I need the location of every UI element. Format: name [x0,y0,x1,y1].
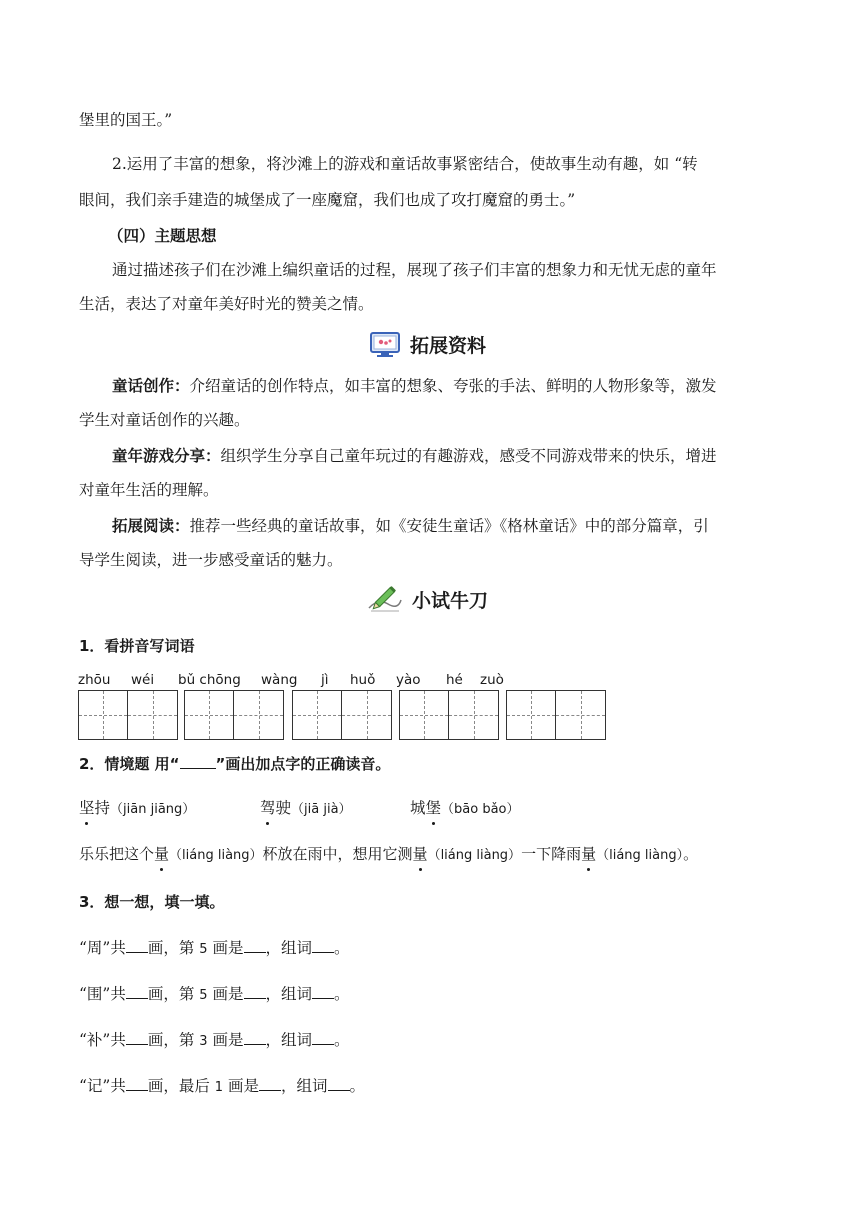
item-label: 拓展阅读： [112,516,190,535]
writing-grid-1[interactable] [78,690,178,740]
q2-word-3: 城堡（bāo bǎo） [410,796,520,822]
q2-word-2: 驾驶（jiā jià） [260,796,352,822]
q3-row-1: “周”共 画，第 5 画是 ，组词 。 [79,939,350,957]
pinyin-yao: yào [396,672,421,688]
q3-row-4: “记”共 画，最后 1 画是 ，组词 。 [79,1077,366,1095]
item-label: 童年游戏分享： [112,446,221,465]
q1-title: 1．看拼音写词语 [79,637,195,655]
grid-cell[interactable] [556,691,605,739]
pinyin-zhou: zhōu [78,672,111,688]
pinyin-wei: wéi [131,672,155,688]
grid-cell[interactable] [342,691,391,739]
extension-heading: 拓展资料 [410,335,487,357]
pinyin-huo: huǒ [350,672,376,688]
extension-item-1-line-1 [112,374,717,398]
practice-heading: 小试牛刀 [412,590,489,612]
point-2-line-2: 眼间，我们亲手建造的城堡成了一座魔窟，我们也成了攻打魔窟的勇士。” [79,191,576,209]
item-text: 介绍童话的创作特点，如丰富的想象、夸张的手法、鲜明的人物形象等，激发 [189,377,717,395]
theme-line-2: 生活，表达了对童年美好时光的赞美之情。 [79,295,374,313]
point-2-line-1: 2.运用了丰富的想象，将沙滩上的游戏和童话故事紧密结合，使故事生动有趣，如 “转 [112,155,698,173]
q2-title: 2．情境题 用“ ”画出加点字的正确读音。 [79,755,391,773]
grid-cell[interactable] [449,691,498,739]
grid-cell[interactable] [400,691,449,739]
paragraph-tail: 堡里的国王。” [79,111,173,129]
q3-row-2: “围”共 画，第 5 画是 ，组词 。 [79,985,350,1003]
extension-item-3-line-1 [112,514,709,538]
item-text: 推荐一些经典的童话故事，如《安徒生童话》《格林童话》中的部分篇章，引 [189,517,709,535]
pinyin-buchong: bǔ chōng [178,672,241,688]
writing-grid-2[interactable] [184,690,284,740]
theme-line-1: 通过描述孩子们在沙滩上编织童话的过程，展现了孩子们丰富的想象力和无忧无虑的童年 [112,261,717,279]
grid-cell[interactable] [128,691,177,739]
q3-row-3: “补”共 画，第 3 画是 ，组词 。 [79,1031,350,1049]
q2-sentence: 乐乐把这个量（liáng liàng）杯放在雨中，想用它测量（liáng liàng）一下降雨量（liáng liàng）。 [79,842,698,868]
writing-grid-3[interactable] [292,690,392,740]
q3-title: 3．想一想，填一填。 [79,893,225,911]
writing-grid-5[interactable] [506,690,606,740]
grid-cell[interactable] [293,691,342,739]
grid-cell[interactable] [234,691,283,739]
writing-grid-4[interactable] [399,690,499,740]
pinyin-he: hé [446,672,463,688]
item-label: 童话创作： [112,376,190,395]
grid-cell[interactable] [507,691,556,739]
extension-item-1-line-2: 学生对童话创作的兴趣。 [79,411,250,429]
extension-item-2-line-1 [112,444,717,468]
computer-screen-icon [370,332,400,358]
extension-item-3-line-2: 导学生阅读，进一步感受童话的魅力。 [79,551,343,569]
pinyin-wang: wàng [261,672,298,688]
q2-word-1: 坚持（jiān jiāng） [79,796,195,822]
grid-cell[interactable] [79,691,128,739]
item-text: 组织学生分享自己童年玩过的有趣游戏，感受不同游戏带来的快乐，增进 [220,447,717,465]
pen-writing-icon [366,580,404,614]
pinyin-zuo: zuò [480,672,504,688]
grid-cell[interactable] [185,691,234,739]
pinyin-ji: jì [321,672,329,688]
extension-item-2-line-2: 对童年生活的理解。 [79,481,219,499]
theme-heading: （四）主题思想 [108,226,217,245]
